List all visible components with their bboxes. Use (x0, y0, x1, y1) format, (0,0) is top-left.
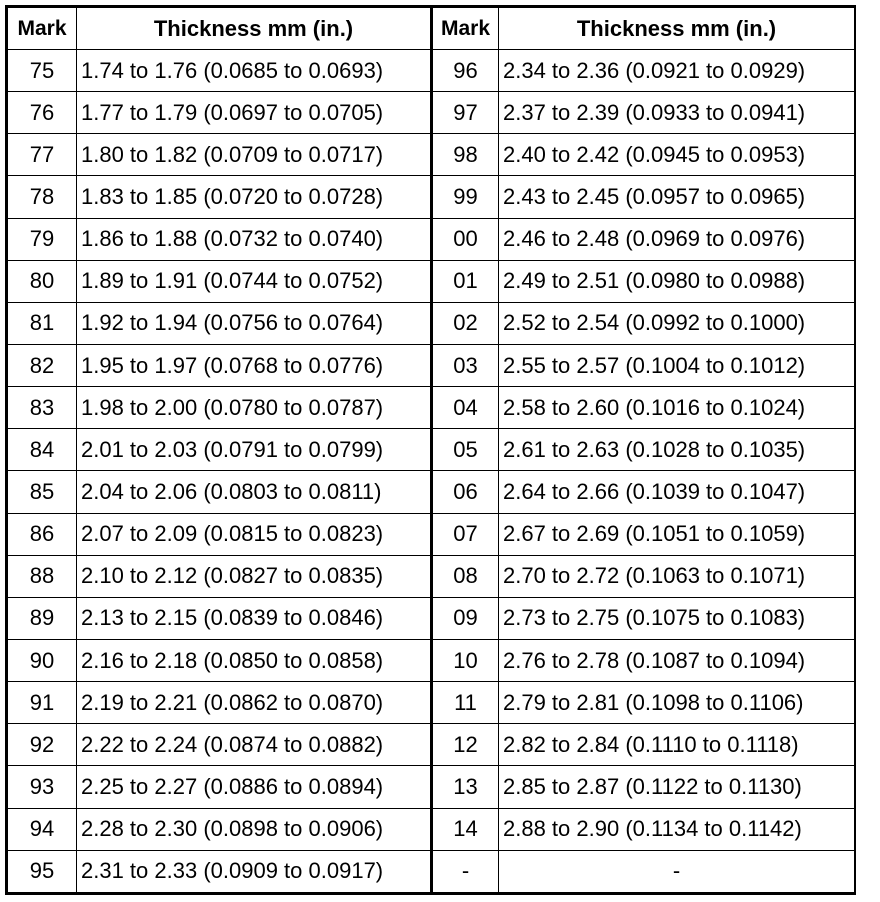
mark-cell-right: - (432, 850, 499, 892)
thickness-table-container (5, 5, 856, 895)
mark-cell-right: 97 (432, 92, 499, 134)
mark-cell-left: 82 (8, 344, 77, 386)
thickness-cell-right: 2.46 to 2.48 (0.0969 to 0.0976) (499, 218, 855, 260)
mark-cell-right: 12 (432, 724, 499, 766)
mark-cell-left: 94 (8, 808, 77, 850)
mark-cell-left: 84 (8, 429, 77, 471)
mark-cell-right: 99 (432, 176, 499, 218)
mark-cell-right: 04 (432, 387, 499, 429)
mark-cell-right: 03 (432, 344, 499, 386)
thickness-cell-right: 2.88 to 2.90 (0.1134 to 0.1142) (499, 808, 855, 850)
thickness-cell-left: 2.04 to 2.06 (0.0803 to 0.0811) (77, 471, 432, 513)
table-row (8, 260, 855, 302)
mark-cell-left: 90 (8, 639, 77, 681)
thickness-cell-right: 2.85 to 2.87 (0.1122 to 0.1130) (499, 766, 855, 808)
thickness-cell-right: 2.76 to 2.78 (0.1087 to 0.1094) (499, 639, 855, 681)
thickness-cell-left: 2.31 to 2.33 (0.0909 to 0.0917) (77, 850, 432, 892)
thickness-cell-left: 1.77 to 1.79 (0.0697 to 0.0705) (77, 92, 432, 134)
mark-cell-right: 11 (432, 682, 499, 724)
thickness-cell-right: 2.79 to 2.81 (0.1098 to 0.1106) (499, 682, 855, 724)
mark-cell-right: 96 (432, 50, 499, 92)
mark-cell-right: 13 (432, 766, 499, 808)
header-row (8, 8, 855, 50)
thickness-cell-left: 1.80 to 1.82 (0.0709 to 0.0717) (77, 134, 432, 176)
thickness-cell-right: 2.34 to 2.36 (0.0921 to 0.0929) (499, 50, 855, 92)
thickness-cell-left: 1.98 to 2.00 (0.0780 to 0.0787) (77, 387, 432, 429)
table-row (8, 597, 855, 639)
mark-cell-left: 86 (8, 513, 77, 555)
thickness-cell-right: 2.82 to 2.84 (0.1110 to 0.1118) (499, 724, 855, 766)
thickness-cell-right: 2.70 to 2.72 (0.1063 to 0.1071) (499, 555, 855, 597)
table-row (8, 387, 855, 429)
mark-cell-left: 78 (8, 176, 77, 218)
thickness-cell-left: 2.01 to 2.03 (0.0791 to 0.0799) (77, 429, 432, 471)
thickness-cell-right: 2.52 to 2.54 (0.0992 to 0.1000) (499, 302, 855, 344)
mark-cell-right: 07 (432, 513, 499, 555)
thickness-cell-left: 2.07 to 2.09 (0.0815 to 0.0823) (77, 513, 432, 555)
mark-cell-left: 77 (8, 134, 77, 176)
mark-cell-right: 01 (432, 260, 499, 302)
table-row (8, 639, 855, 681)
thickness-cell-right: 2.37 to 2.39 (0.0933 to 0.0941) (499, 92, 855, 134)
header-thickness-left: Thickness mm (in.) (77, 8, 432, 50)
thickness-cell-left: 1.92 to 1.94 (0.0756 to 0.0764) (77, 302, 432, 344)
header-mark-right: Mark (432, 8, 499, 50)
thickness-cell-right: 2.55 to 2.57 (0.1004 to 0.1012) (499, 344, 855, 386)
thickness-cell-right: 2.64 to 2.66 (0.1039 to 0.1047) (499, 471, 855, 513)
table-row (8, 471, 855, 513)
mark-cell-right: 08 (432, 555, 499, 597)
thickness-cell-right: 2.49 to 2.51 (0.0980 to 0.0988) (499, 260, 855, 302)
thickness-cell-left: 2.19 to 2.21 (0.0862 to 0.0870) (77, 682, 432, 724)
table-row (8, 134, 855, 176)
mark-cell-right: 98 (432, 134, 499, 176)
thickness-cell-left: 1.74 to 1.76 (0.0685 to 0.0693) (77, 50, 432, 92)
table-row (8, 682, 855, 724)
mark-cell-left: 85 (8, 471, 77, 513)
table-row (8, 724, 855, 766)
thickness-cell-left: 2.28 to 2.30 (0.0898 to 0.0906) (77, 808, 432, 850)
mark-cell-right: 05 (432, 429, 499, 471)
mark-cell-left: 91 (8, 682, 77, 724)
mark-cell-right: 10 (432, 639, 499, 681)
thickness-cell-left: 1.86 to 1.88 (0.0732 to 0.0740) (77, 218, 432, 260)
mark-cell-right: 09 (432, 597, 499, 639)
thickness-cell-right: 2.61 to 2.63 (0.1028 to 0.1035) (499, 429, 855, 471)
mark-cell-left: 89 (8, 597, 77, 639)
thickness-cell-left: 2.16 to 2.18 (0.0850 to 0.0858) (77, 639, 432, 681)
table-body (8, 50, 855, 893)
thickness-cell-right: 2.58 to 2.60 (0.1016 to 0.1024) (499, 387, 855, 429)
table-row (8, 513, 855, 555)
thickness-cell-right: 2.40 to 2.42 (0.0945 to 0.0953) (499, 134, 855, 176)
header-mark-left: Mark (8, 8, 77, 50)
mark-cell-left: 95 (8, 850, 77, 892)
thickness-cell-left: 2.25 to 2.27 (0.0886 to 0.0894) (77, 766, 432, 808)
mark-cell-left: 83 (8, 387, 77, 429)
table-row (8, 176, 855, 218)
table-row (8, 218, 855, 260)
mark-cell-left: 79 (8, 218, 77, 260)
thickness-cell-right: 2.67 to 2.69 (0.1051 to 0.1059) (499, 513, 855, 555)
mark-cell-left: 80 (8, 260, 77, 302)
thickness-cell-left: 2.22 to 2.24 (0.0874 to 0.0882) (77, 724, 432, 766)
table-row (8, 808, 855, 850)
thickness-cell-right: - (499, 850, 855, 892)
table-row (8, 302, 855, 344)
mark-cell-right: 14 (432, 808, 499, 850)
mark-cell-right: 02 (432, 302, 499, 344)
thickness-table (7, 7, 855, 893)
thickness-cell-left: 2.10 to 2.12 (0.0827 to 0.0835) (77, 555, 432, 597)
thickness-cell-left: 2.13 to 2.15 (0.0839 to 0.0846) (77, 597, 432, 639)
table-row (8, 429, 855, 471)
mark-cell-right: 00 (432, 218, 499, 260)
thickness-cell-right: 2.73 to 2.75 (0.1075 to 0.1083) (499, 597, 855, 639)
mark-cell-left: 81 (8, 302, 77, 344)
table-row (8, 555, 855, 597)
thickness-cell-right: 2.43 to 2.45 (0.0957 to 0.0965) (499, 176, 855, 218)
table-row (8, 344, 855, 386)
mark-cell-left: 93 (8, 766, 77, 808)
mark-cell-left: 88 (8, 555, 77, 597)
mark-cell-left: 76 (8, 92, 77, 134)
table-row (8, 92, 855, 134)
thickness-cell-left: 1.89 to 1.91 (0.0744 to 0.0752) (77, 260, 432, 302)
thickness-cell-left: 1.95 to 1.97 (0.0768 to 0.0776) (77, 344, 432, 386)
table-row (8, 766, 855, 808)
header-thickness-right: Thickness mm (in.) (499, 8, 855, 50)
table-row (8, 50, 855, 92)
thickness-cell-left: 1.83 to 1.85 (0.0720 to 0.0728) (77, 176, 432, 218)
mark-cell-left: 75 (8, 50, 77, 92)
mark-cell-left: 92 (8, 724, 77, 766)
table-row (8, 850, 855, 892)
mark-cell-right: 06 (432, 471, 499, 513)
